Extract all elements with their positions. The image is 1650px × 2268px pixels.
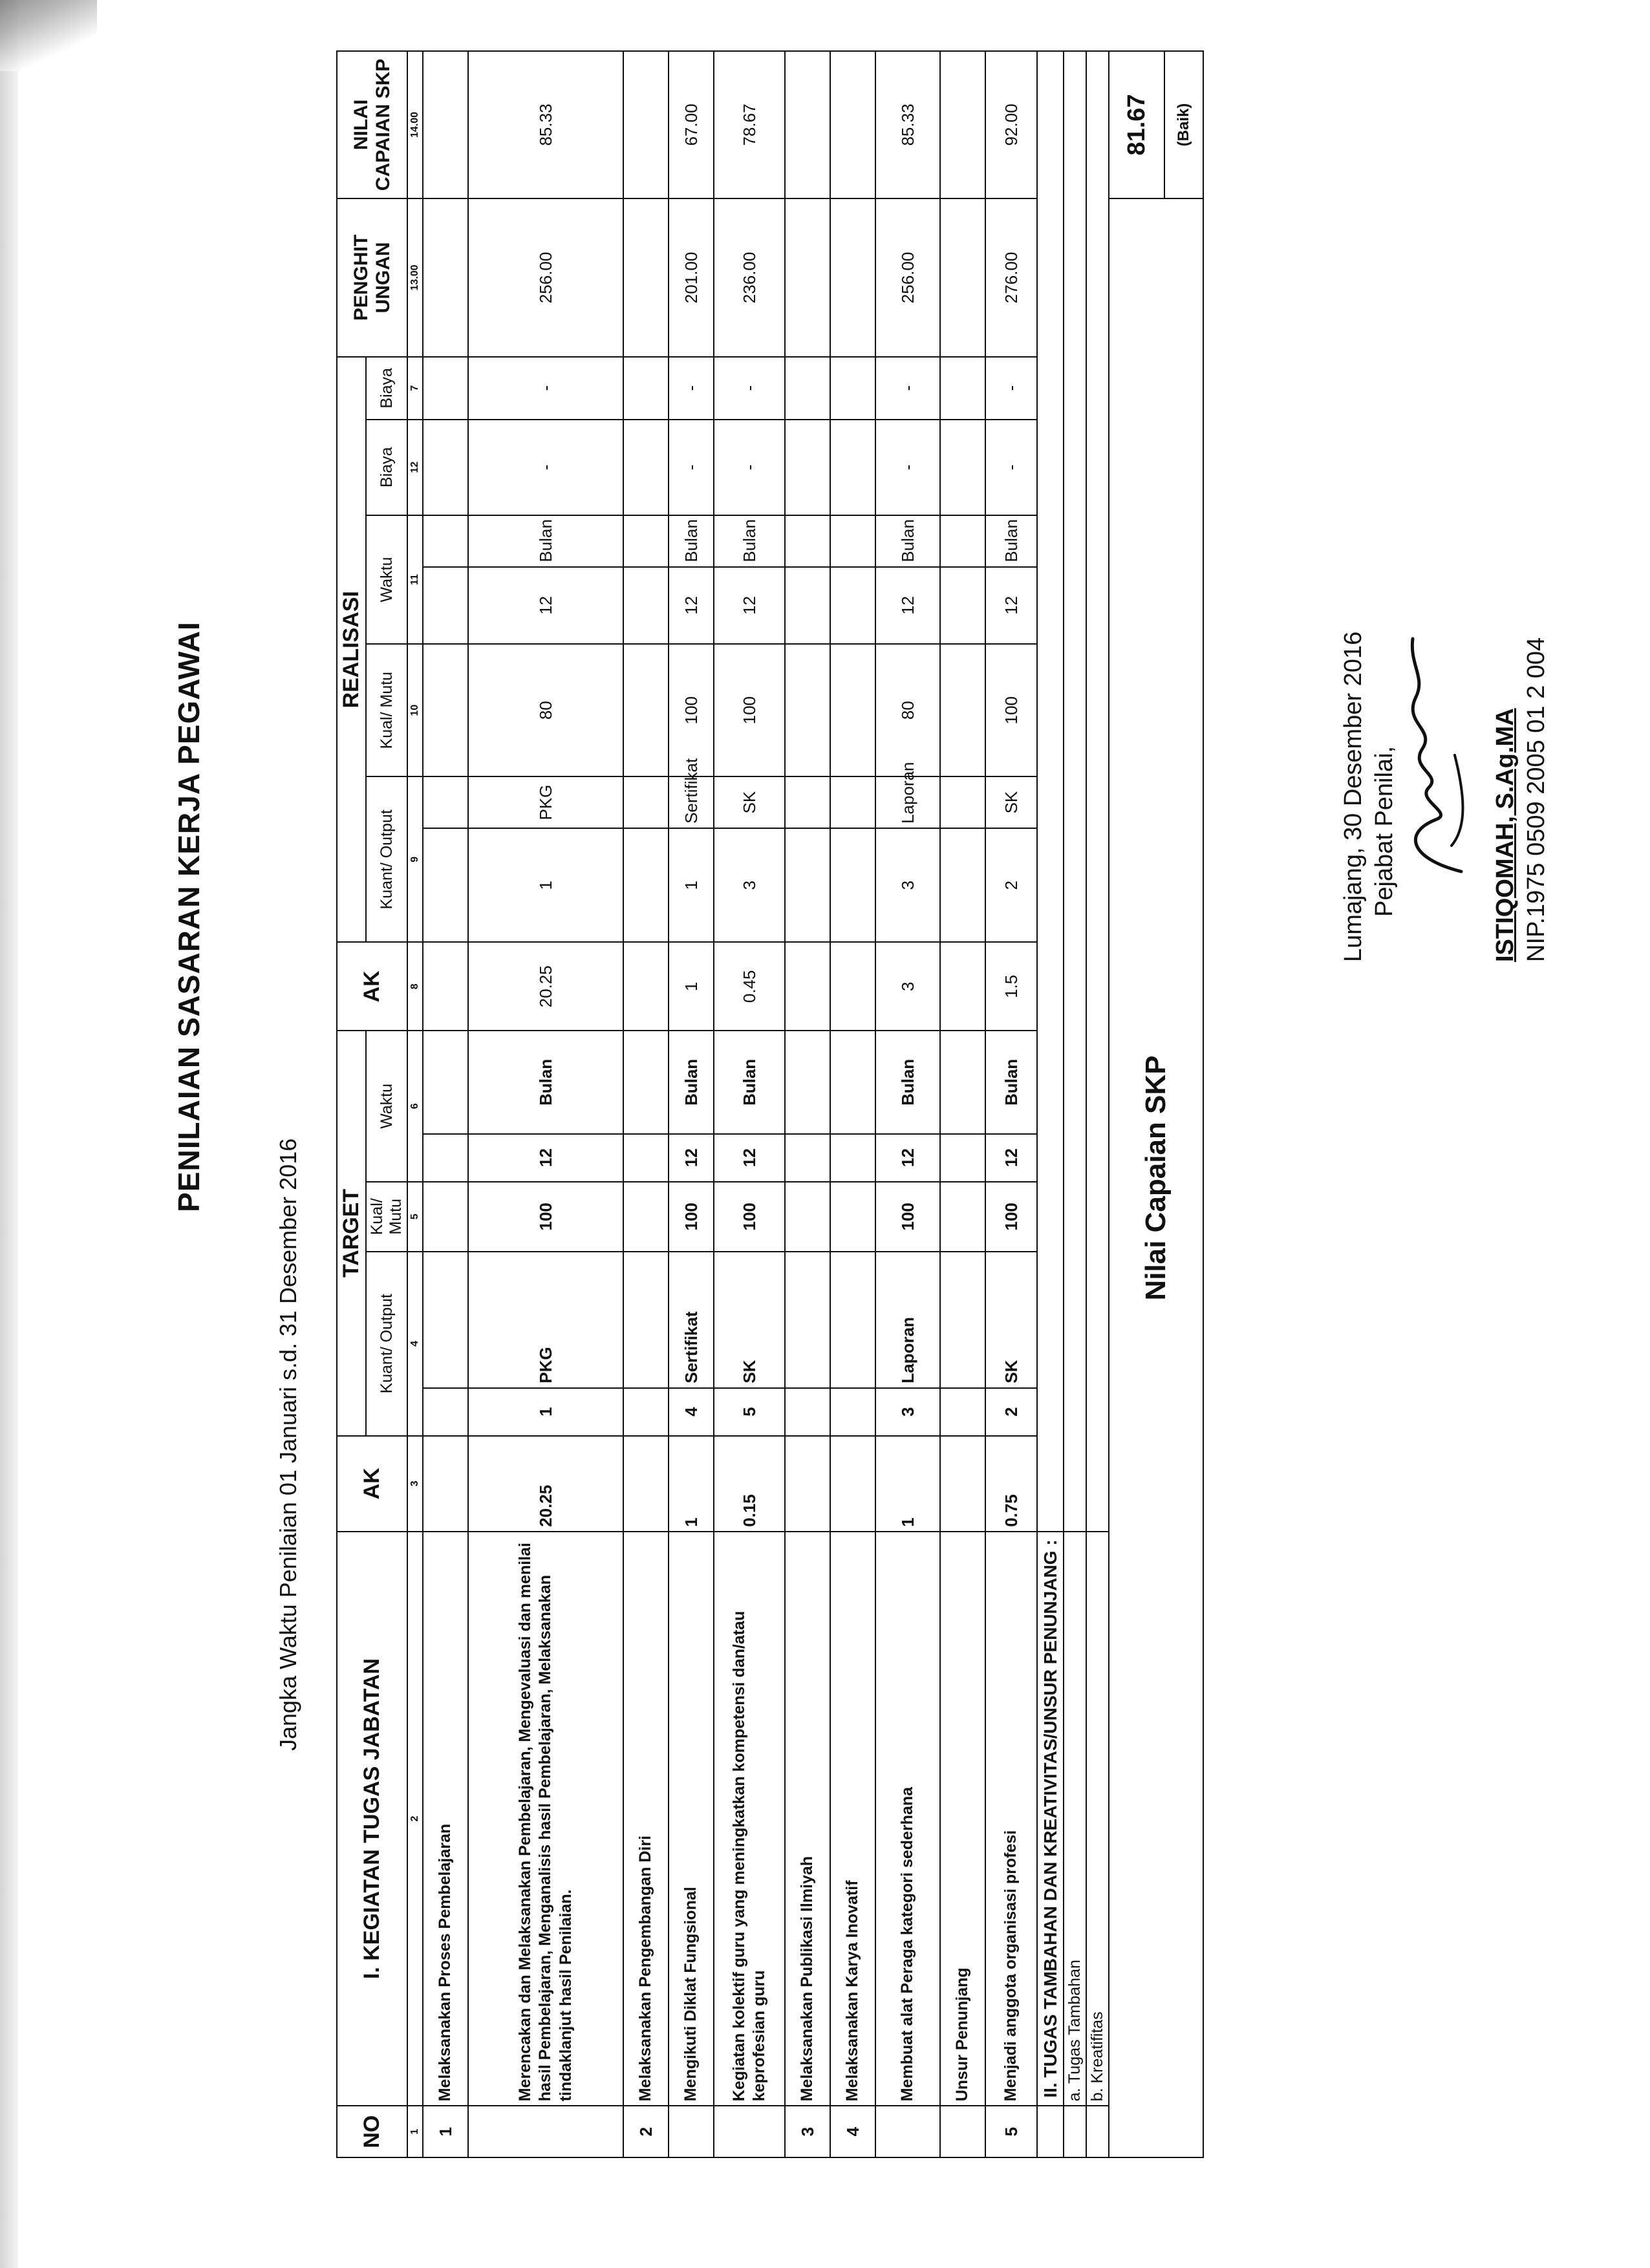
row-realisasi-waktu: [623, 567, 669, 645]
row-target-biaya: -: [468, 357, 623, 420]
row-realisasi-output: SK: [714, 776, 785, 828]
row-target-waktu: 12: [985, 1134, 1037, 1182]
final-score-row: [1109, 51, 1164, 2157]
col-num: 6: [407, 1031, 423, 1182]
row-target-kual: [423, 1182, 468, 1252]
col-num: 14.00: [407, 51, 423, 198]
col-num: 5: [407, 1182, 423, 1252]
header-target: TARGET: [337, 1031, 366, 1435]
row-realisasi-ak: [785, 942, 830, 1031]
row-realisasi-ak: [423, 942, 468, 1031]
row-target-waktu-unit: [785, 1031, 830, 1133]
header-realisasi-biaya: Biaya: [366, 420, 407, 515]
row-realisasi-qty: 1: [468, 828, 623, 943]
row-ak: [423, 1436, 468, 1532]
row-target-waktu: 12: [669, 1134, 714, 1182]
row-realisasi-biaya: -: [985, 420, 1037, 515]
row-realisasi-ak: 20.25: [468, 942, 623, 1031]
row-ak: 1: [875, 1436, 940, 1532]
row-target-qty: [785, 1388, 830, 1436]
row-realisasi-ak: 1: [669, 942, 714, 1031]
row-target-kual: [785, 1182, 830, 1252]
row-target-output: [423, 1252, 468, 1388]
row-realisasi-biaya: [423, 420, 468, 515]
row-target-waktu-unit: Bulan: [875, 1031, 940, 1133]
skp-table: [336, 50, 1204, 2158]
row-realisasi-biaya: [830, 420, 875, 515]
row-realisasi-waktu-unit: [623, 515, 669, 567]
section2-title: II. TUGAS TAMBAHAN DAN KREATIVITAS/UNSUR PENUNJANG :: [1037, 1532, 1064, 2106]
row-penghitungan: 201.00: [669, 198, 714, 357]
section2-no: [1064, 2106, 1086, 2157]
row-realisasi-biaya: [623, 420, 669, 515]
row-nilai: [623, 51, 669, 198]
row-realisasi-kual: [830, 644, 875, 776]
col-num: 7: [407, 357, 423, 420]
row-realisasi-waktu: 12: [875, 567, 940, 645]
signature-place-date: Lumajang, 30 Desember 2016: [1340, 631, 1367, 962]
row-penghitungan: [940, 198, 985, 357]
col-num: 8: [407, 942, 423, 1031]
row-target-biaya: -: [875, 357, 940, 420]
row-nilai: [830, 51, 875, 198]
signature-name: ISTIQOMAH, S.Ag.MA: [1492, 708, 1519, 962]
row-kegiatan: Kegiatan kolektif guru yang meningkatkan kompetensi dan/atau keprofesian guru: [714, 1532, 785, 2106]
row-no: [468, 2106, 623, 2157]
header-row-1: [337, 51, 366, 2157]
section2-item-tugas: a. Tugas Tambahan: [1064, 1532, 1086, 2106]
table-row: [875, 51, 940, 2157]
row-no: 3: [785, 2106, 830, 2157]
final-score-label: Nilai Capaian SKP: [1109, 198, 1203, 2157]
row-realisasi-biaya: -: [468, 420, 623, 515]
activity-rows: [423, 51, 1037, 2157]
row-realisasi-ak: 3: [875, 942, 940, 1031]
header-kegiatan: I. KEGIATAN TUGAS JABATAN: [337, 1532, 407, 2106]
row-no: 2: [623, 2106, 669, 2157]
section2-item-kreatifitas: b. Kreatifitas: [1086, 1532, 1109, 2106]
column-number-row: [407, 51, 423, 2157]
col-num: 9: [407, 776, 423, 942]
row-kegiatan: Melaksanakan Proses Pembelajaran: [423, 1532, 468, 2106]
row-target-output: Sertifikat: [669, 1252, 714, 1388]
row-no: 4: [830, 2106, 875, 2157]
row-target-output: Laporan: [875, 1252, 940, 1388]
row-ak: [830, 1436, 875, 1532]
row-realisasi-waktu-unit: [785, 515, 830, 567]
header-realisasi-waktu: Waktu: [366, 515, 407, 644]
row-realisasi-kual: 100: [985, 644, 1037, 776]
row-realisasi-ak: [623, 942, 669, 1031]
row-target-waktu-unit: [423, 1031, 468, 1133]
section2-title-row: [1037, 51, 1064, 2157]
row-target-waktu-unit: [940, 1031, 985, 1133]
section2: [1037, 51, 1203, 2157]
row-realisasi-waktu: [830, 567, 875, 645]
row-target-biaya: [940, 357, 985, 420]
row-realisasi-kual: [623, 644, 669, 776]
section2-item-row: [1064, 51, 1086, 2157]
row-no: [714, 2106, 785, 2157]
row-kegiatan: Unsur Penunjang: [940, 1532, 985, 2106]
row-target-waktu-unit: [830, 1031, 875, 1133]
signature-role: Pejabat Penilai,: [1370, 745, 1398, 917]
row-target-waktu: 12: [875, 1134, 940, 1182]
row-realisasi-output: PKG: [468, 776, 623, 828]
row-target-output: [940, 1252, 985, 1388]
row-realisasi-kual: [785, 644, 830, 776]
row-target-output: PKG: [468, 1252, 623, 1388]
row-realisasi-ak: 0.45: [714, 942, 785, 1031]
signature-nip: NIP.1975 0509 2005 01 2 004: [1522, 637, 1550, 962]
row-nilai: 67.00: [669, 51, 714, 198]
header-realisasi: REALISASI: [337, 357, 366, 943]
row-realisasi-ak: 1.5: [985, 942, 1037, 1031]
row-nilai: [940, 51, 985, 198]
row-realisasi-waktu-unit: Bulan: [875, 515, 940, 567]
section2-empty: [1064, 51, 1086, 1532]
row-realisasi-kual: [940, 644, 985, 776]
row-penghitungan: [623, 198, 669, 357]
row-realisasi-ak: [940, 942, 985, 1031]
col-num: 11: [407, 515, 423, 644]
row-penghitungan: 276.00: [985, 198, 1037, 357]
row-realisasi-kual: 80: [875, 644, 940, 776]
row-target-kual: 100: [714, 1182, 785, 1252]
row-target-qty: [423, 1388, 468, 1436]
row-target-qty: [940, 1388, 985, 1436]
row-target-waktu-unit: Bulan: [714, 1031, 785, 1133]
row-target-biaya: [830, 357, 875, 420]
row-realisasi-output: [830, 776, 875, 828]
row-realisasi-qty: 1: [669, 828, 714, 943]
row-realisasi-output: SK: [985, 776, 1037, 828]
col-num: 4: [407, 1252, 423, 1436]
row-realisasi-waktu-unit: Bulan: [468, 515, 623, 567]
header-realisasi-kual: Kual/ Mutu: [366, 644, 407, 776]
page-title: PENILAIAN SASARAN KERJA PEGAWAI: [172, 621, 206, 1212]
table-row: [623, 51, 669, 2157]
row-target-waktu-unit: Bulan: [669, 1031, 714, 1133]
row-target-output: SK: [714, 1252, 785, 1388]
table-row: [423, 51, 468, 2157]
header-no: NO: [337, 2106, 407, 2157]
row-realisasi-output: [423, 776, 468, 828]
row-target-kual: 100: [875, 1182, 940, 1252]
row-realisasi-output: Sertifikat: [669, 776, 714, 828]
row-target-waktu: [623, 1134, 669, 1182]
row-ak: [623, 1436, 669, 1532]
row-nilai: 92.00: [985, 51, 1037, 198]
row-realisasi-output: [785, 776, 830, 828]
row-target-qty: 2: [985, 1388, 1037, 1436]
row-target-output: [623, 1252, 669, 1388]
section2-no: [1086, 2106, 1109, 2157]
row-ak: 20.25: [468, 1436, 623, 1532]
row-target-waktu: 12: [714, 1134, 785, 1182]
row-target-qty: 1: [468, 1388, 623, 1436]
row-target-biaya: [785, 357, 830, 420]
row-target-output: [785, 1252, 830, 1388]
header-ak: AK: [337, 1436, 407, 1532]
section2-empty: [1086, 51, 1109, 1532]
row-target-qty: 4: [669, 1388, 714, 1436]
table-row: [940, 51, 985, 2157]
row-target-kual: 100: [985, 1182, 1037, 1252]
row-ak: [785, 1436, 830, 1532]
table-row: [785, 51, 830, 2157]
row-realisasi-waktu: 12: [669, 567, 714, 645]
row-no: [875, 2106, 940, 2157]
row-realisasi-waktu-unit: Bulan: [714, 515, 785, 567]
row-realisasi-waktu-unit: [423, 515, 468, 567]
row-realisasi-waktu: 12: [714, 567, 785, 645]
row-realisasi-biaya: -: [669, 420, 714, 515]
row-realisasi-output: [940, 776, 985, 828]
row-penghitungan: [785, 198, 830, 357]
row-realisasi-waktu: [423, 567, 468, 645]
handwritten-signature-icon: [1390, 613, 1487, 884]
section2-empty: [1037, 51, 1064, 1532]
row-realisasi-waktu: 12: [985, 567, 1037, 645]
row-realisasi-biaya: -: [714, 420, 785, 515]
row-nilai: [423, 51, 468, 198]
table-row: [985, 51, 1037, 2157]
row-penghitungan: 236.00: [714, 198, 785, 357]
section2-item-row: [1086, 51, 1109, 2157]
row-realisasi-kual: 80: [468, 644, 623, 776]
row-target-qty: [830, 1388, 875, 1436]
row-penghitungan: 256.00: [468, 198, 623, 357]
row-kegiatan: Merencakan dan Melaksanakan Pembelajaran, Mengevaluasi dan menilai hasil Pembelajaran, Menganalisis hasil Pembelajaran, Melaksanakan tindaklanjut hasil Penilaian.: [468, 1532, 623, 2106]
row-realisasi-qty: [785, 828, 830, 943]
row-realisasi-waktu-unit: Bulan: [669, 515, 714, 567]
table-row: [468, 51, 623, 2157]
header-target-kual: Kual/ Mutu: [366, 1182, 407, 1252]
table-row: [669, 51, 714, 2157]
header-target-biaya: Biaya: [366, 357, 407, 420]
row-penghitungan: [423, 198, 468, 357]
row-target-kual: 100: [468, 1182, 623, 1252]
final-score-category: (Baik): [1164, 51, 1203, 198]
row-realisasi-qty: 3: [875, 828, 940, 943]
row-realisasi-waktu-unit: Bulan: [985, 515, 1037, 567]
row-nilai: 78.67: [714, 51, 785, 198]
row-realisasi-qty: [940, 828, 985, 943]
header-target-kuant: Kuant/ Output: [366, 1252, 407, 1436]
row-ak: [940, 1436, 985, 1532]
row-target-biaya: -: [714, 357, 785, 420]
row-realisasi-waktu: [785, 567, 830, 645]
row-no: [940, 2106, 985, 2157]
header-realisasi-ak: AK: [337, 942, 407, 1031]
row-target-waktu-unit: [623, 1031, 669, 1133]
row-kegiatan: Menjadi anggota organisasi profesi: [985, 1532, 1037, 2106]
row-target-waktu-unit: Bulan: [985, 1031, 1037, 1133]
row-target-qty: [623, 1388, 669, 1436]
row-target-output: SK: [985, 1252, 1037, 1388]
row-kegiatan: Melaksanakan Karya Inovatif: [830, 1532, 875, 2106]
assessment-period: Jangka Waktu Penilaian 01 Januari s.d. 31 Desember 2016: [275, 1138, 301, 1751]
row-penghitungan: 256.00: [875, 198, 940, 357]
table-row: [714, 51, 785, 2157]
header-target-waktu: Waktu: [366, 1031, 407, 1182]
col-num: 10: [407, 644, 423, 776]
section2-no: [1037, 2106, 1064, 2157]
row-target-biaya: [623, 357, 669, 420]
col-num: 12: [407, 420, 423, 515]
row-target-biaya: [423, 357, 468, 420]
row-target-qty: 3: [875, 1388, 940, 1436]
row-no: 5: [985, 2106, 1037, 2157]
row-realisasi-qty: 3: [714, 828, 785, 943]
row-target-qty: 5: [714, 1388, 785, 1436]
row-no: 1: [423, 2106, 468, 2157]
row-realisasi-qty: [830, 828, 875, 943]
col-num: 1: [407, 2106, 423, 2157]
row-realisasi-waktu: [940, 567, 985, 645]
final-score-value: 81.67: [1109, 51, 1164, 198]
row-ak: 1: [669, 1436, 714, 1532]
row-realisasi-waktu: 12: [468, 567, 623, 645]
col-num: 13.00: [407, 198, 423, 357]
col-num: 3: [407, 1436, 423, 1532]
row-no: [669, 2106, 714, 2157]
row-realisasi-ak: [830, 942, 875, 1031]
row-target-kual: [830, 1182, 875, 1252]
row-realisasi-biaya: [940, 420, 985, 515]
row-target-biaya: -: [669, 357, 714, 420]
row-target-waktu: 12: [468, 1134, 623, 1182]
row-penghitungan: [830, 198, 875, 357]
header-nilai: NILAI CAPAIAN SKP: [337, 51, 407, 198]
row-realisasi-biaya: -: [875, 420, 940, 515]
header-realisasi-kuant: Kuant/ Output: [366, 776, 407, 942]
row-target-kual: [940, 1182, 985, 1252]
row-realisasi-kual: 100: [714, 644, 785, 776]
row-realisasi-output: [623, 776, 669, 828]
row-realisasi-waktu-unit: [830, 515, 875, 567]
header-penghitungan: PENGHIT UNGAN: [337, 198, 407, 357]
row-target-waktu: [423, 1134, 468, 1182]
table-row: [830, 51, 875, 2157]
row-kegiatan: Melaksanakan Pengembangan Diri: [623, 1532, 669, 2106]
row-nilai: 85.33: [468, 51, 623, 198]
row-realisasi-kual: 100: [669, 644, 714, 776]
row-realisasi-waktu-unit: [940, 515, 985, 567]
row-ak: 0.75: [985, 1436, 1037, 1532]
row-target-waktu: [830, 1134, 875, 1182]
row-kegiatan: Membuat alat Peraga kategori sederhana: [875, 1532, 940, 2106]
row-realisasi-kual: [423, 644, 468, 776]
row-realisasi-output: Laporan: [875, 776, 940, 828]
row-realisasi-biaya: [785, 420, 830, 515]
row-target-waktu: [940, 1134, 985, 1182]
row-target-waktu-unit: Bulan: [468, 1031, 623, 1133]
row-realisasi-qty: [423, 828, 468, 943]
row-nilai: 85.33: [875, 51, 940, 198]
col-num: 2: [407, 1532, 423, 2106]
row-realisasi-qty: 2: [985, 828, 1037, 943]
row-realisasi-qty: [623, 828, 669, 943]
row-target-biaya: -: [985, 357, 1037, 420]
row-kegiatan: Mengikuti Diklat Fungsional: [669, 1532, 714, 2106]
row-kegiatan: Melaksanakan Publikasi Ilmiyah: [785, 1532, 830, 2106]
row-target-waktu: [785, 1134, 830, 1182]
row-nilai: [785, 51, 830, 198]
row-target-kual: [623, 1182, 669, 1252]
row-ak: 0.15: [714, 1436, 785, 1532]
row-target-output: [830, 1252, 875, 1388]
row-target-kual: 100: [669, 1182, 714, 1252]
